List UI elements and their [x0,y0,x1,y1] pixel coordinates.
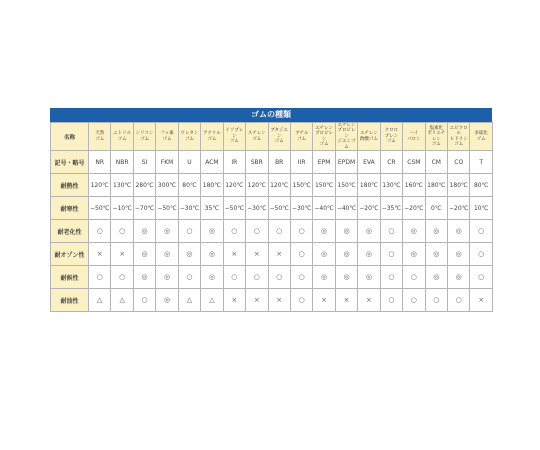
table-cell: CR [380,151,402,174]
row-header: 耐オゾン性 [51,243,89,266]
rating-symbol: ○ [96,227,103,236]
table-cell [448,289,470,312]
table-row [51,266,493,289]
rating-symbol: ◎ [163,227,171,236]
table-cell [313,266,335,289]
table-cell: 300℃ [156,174,178,197]
row-header-name: 名称 [51,123,89,151]
table-cell [246,289,268,312]
row-header: 耐油性 [51,289,89,312]
rubber-name-cell: アクリル ゴム [201,123,223,151]
rubber-name-cell: エチレン 酢酸ゴム [358,123,380,151]
table-cell [335,289,357,312]
table-cell [425,266,447,289]
rating-symbol: ◎ [433,227,440,236]
rating-symbol: ◎ [365,227,373,236]
table-cell [246,243,268,266]
rating-symbol: ○ [231,273,238,282]
rating-symbol: ◎ [433,273,440,282]
rating-symbol: ◎ [208,273,215,282]
rating-symbol: ○ [231,227,238,236]
rating-symbol: ○ [298,250,305,259]
table-cell [201,243,223,266]
rubber-name-cell: 塩素化 ポリエチレン ゴム [425,123,447,151]
table-cell [470,266,492,289]
table-cell: SBR [246,151,268,174]
rubber-name-cell: ニトリル ゴム [111,123,133,151]
rubber-name-cell: エチレン プロピレン ゴム [313,123,335,151]
table-cell: −30℃ [178,197,200,220]
table-row [51,151,493,174]
table-cell: 150℃ [335,174,357,197]
rating-symbol: △ [97,296,103,305]
rating-symbol: ◎ [410,250,417,259]
rating-symbol: ○ [478,250,485,259]
table-cell [133,220,155,243]
table-cell [111,289,133,312]
rating-symbol: × [119,250,126,259]
table-cell: −30℃ [246,197,268,220]
table-row [51,220,493,243]
table-cell [156,243,178,266]
table-cell: 120℃ [268,174,290,197]
table-cell [201,220,223,243]
table-cell [246,266,268,289]
table-row [51,243,493,266]
table-cell: CSM [403,151,425,174]
table-cell [178,243,200,266]
table-cell: −50℃ [223,197,245,220]
table-cell [425,220,447,243]
table-cell: 280℃ [133,174,155,197]
rating-symbol: ◎ [141,227,148,236]
table-cell: FKM [156,151,178,174]
table-cell: 180℃ [448,174,470,197]
table-cell: EVA [358,151,380,174]
rating-symbol: ◎ [410,227,417,236]
table-cell [156,266,178,289]
table-cell [89,266,111,289]
table-cell: −70℃ [133,197,155,220]
rating-symbol: × [276,250,283,259]
rating-symbol: ◎ [163,250,171,259]
rating-symbol: × [96,250,103,259]
rating-symbol: ○ [253,273,260,282]
table-cell: −40℃ [313,197,335,220]
table-cell [178,289,200,312]
table-cell [403,289,425,312]
table-cell [111,220,133,243]
row-header: 記号・略号 [51,151,89,174]
rubber-name-cell: ブチル ゴム [290,123,312,151]
table-cell: 120℃ [246,174,268,197]
table-cell [358,243,380,266]
table-cell: CO [448,151,470,174]
rubber-name-cell: スチレン ゴム [246,123,268,151]
rating-symbol: ◎ [365,250,373,259]
rating-symbol: × [253,250,260,259]
rubber-name-cell: シリコン ゴム [133,123,155,151]
rubber-name-cell: ウレタン ゴム [178,123,200,151]
rating-symbol: ○ [298,273,305,282]
rating-symbol: ○ [388,250,395,259]
table-cell [268,220,290,243]
table-cell [89,220,111,243]
table-cell [358,289,380,312]
table-cell [268,266,290,289]
rating-symbol: × [343,296,350,305]
rubber-name-cell: ハイ パロン [403,123,425,151]
rating-symbol: ◎ [321,250,328,259]
rating-symbol: ◎ [365,273,373,282]
table-cell: 130℃ [380,174,402,197]
table-cell [111,266,133,289]
table-cell [470,220,492,243]
rating-symbol: ◎ [208,227,215,236]
table-cell: 150℃ [290,174,312,197]
rubber-name-cell: エチレン プロピレン ジエンゴム [335,123,357,151]
table-cell [290,266,312,289]
table-cell: −20℃ [448,197,470,220]
rating-symbol: ○ [410,296,417,305]
table-cell: 160℃ [403,174,425,197]
table-cell [201,289,223,312]
rating-symbol: ○ [455,296,462,305]
rating-symbol: △ [186,296,193,305]
rating-symbol: × [366,296,372,305]
table-cell [133,289,155,312]
table-cell [335,243,357,266]
table-cell [268,289,290,312]
table-cell [290,289,312,312]
table-cell [178,266,200,289]
table-cell [156,289,178,312]
table-cell [470,289,492,312]
table-cell: −20℃ [403,197,425,220]
table-cell: 180℃ [425,174,447,197]
table-cell [380,220,402,243]
table-cell [380,289,402,312]
table-cell: 120℃ [89,174,111,197]
rubber-name-cell: ブタジエン ゴム [268,123,290,151]
table-cell [111,243,133,266]
table-cell [313,220,335,243]
table-cell [313,243,335,266]
rating-symbol: ◎ [186,250,193,259]
table-cell: T [470,151,492,174]
rating-symbol: ○ [186,227,193,236]
rating-symbol: ◎ [343,250,350,259]
table-cell [290,220,312,243]
rating-symbol: ○ [388,227,395,236]
rating-symbol: ○ [276,227,283,236]
rating-symbol: ◎ [455,227,462,236]
rubber-name-cell: イソプレン ゴム [223,123,245,151]
table-row [51,289,493,312]
rating-symbol: ◎ [208,250,215,259]
table-cell [425,243,447,266]
rating-symbol: × [253,296,260,305]
table-cell: IIR [290,151,312,174]
table-cell [290,243,312,266]
table-cell: −10℃ [111,197,133,220]
rating-symbol: ○ [388,273,395,282]
table-cell: 80℃ [178,174,200,197]
table-cell [201,266,223,289]
rating-symbol: △ [209,296,215,305]
table-cell [403,220,425,243]
rating-symbol: × [231,250,238,259]
table-cell [133,243,155,266]
rating-symbol: ◎ [455,273,462,282]
table-cell: NBR [111,151,133,174]
table-cell: 35℃ [201,197,223,220]
table-cell [358,220,380,243]
table-cell: 120℃ [223,174,245,197]
rating-symbol: ◎ [163,296,171,305]
table-cell [89,289,111,312]
rating-symbol: ○ [298,296,305,305]
table-cell [470,243,492,266]
table-cell: SI [133,151,155,174]
rating-symbol: × [478,296,485,305]
name-row [51,123,493,151]
rubber-types-table [50,122,493,312]
rating-symbol: ◎ [343,273,350,282]
rubber-name-cell: 多硫化 ゴム [470,123,492,151]
row-header: 耐熱性 [51,174,89,197]
table-cell [268,243,290,266]
rating-symbol: ◎ [163,273,171,282]
rating-symbol: ◎ [141,273,148,282]
table-cell [223,243,245,266]
rubber-name-cell: 天然 ゴム [89,123,111,151]
table-row [51,174,493,197]
rating-symbol: ◎ [321,273,328,282]
table-cell: BR [268,151,290,174]
table-cell [403,266,425,289]
table-title: ゴムの種類 [50,108,492,122]
rating-symbol: ◎ [455,250,462,259]
rubber-types-table-container [50,108,492,312]
rubber-name-cell: エピクロル ヒドリン ゴム [448,123,470,151]
table-cell: 180℃ [358,174,380,197]
table-cell [89,243,111,266]
table-cell [156,220,178,243]
rating-symbol: ○ [119,273,126,282]
rating-symbol: ○ [478,227,485,236]
table-cell [358,266,380,289]
table-cell: EPM [313,151,335,174]
table-cell: −50℃ [268,197,290,220]
table-cell: −50℃ [156,197,178,220]
table-cell: 150℃ [313,174,335,197]
table-cell [133,266,155,289]
table-cell: EPDM [335,151,357,174]
table-cell [313,289,335,312]
table-cell [178,220,200,243]
table-cell [448,220,470,243]
table-cell: 10℃ [470,197,492,220]
rating-symbol: × [276,296,283,305]
table-cell: −50℃ [89,197,111,220]
table-cell: ACM [201,151,223,174]
rating-symbol: ◎ [321,227,328,236]
rating-symbol: ○ [388,296,395,305]
table-cell: 180℃ [201,174,223,197]
rating-symbol: ○ [253,227,260,236]
table-cell: −40℃ [335,197,357,220]
row-header: 耐寒性 [51,197,89,220]
row-header: 耐候性 [51,266,89,289]
rating-symbol: △ [119,296,125,305]
table-cell [403,243,425,266]
rating-symbol: ◎ [343,227,350,236]
rating-symbol: ○ [186,273,193,282]
table-cell: U [178,151,200,174]
rubber-name-cell: フッ素 ゴム [156,123,178,151]
rating-symbol: ○ [410,273,417,282]
rating-symbol: ○ [276,273,283,282]
table-cell: 80℃ [470,174,492,197]
table-cell: 130℃ [111,174,133,197]
table-cell: CM [425,151,447,174]
table-cell [425,289,447,312]
rating-symbol: × [321,296,328,305]
table-cell [335,220,357,243]
table-cell [448,243,470,266]
rating-symbol: ○ [478,273,485,282]
table-cell [335,266,357,289]
table-cell: 0℃ [425,197,447,220]
rating-symbol: ○ [141,296,148,305]
table-cell [223,220,245,243]
table-cell: NR [89,151,111,174]
rating-symbol: ○ [96,273,103,282]
table-row [51,197,493,220]
rubber-name-cell: クロロ プレン ゴム [380,123,402,151]
table-cell: −20℃ [358,197,380,220]
rating-symbol: ◎ [141,250,148,259]
rating-symbol: ◎ [433,250,440,259]
rating-symbol: × [231,296,238,305]
table-cell [223,266,245,289]
table-cell [380,266,402,289]
rating-symbol: ○ [119,227,126,236]
table-cell: −35℃ [380,197,402,220]
rating-symbol: ○ [298,227,305,236]
table-cell [223,289,245,312]
table-cell [380,243,402,266]
table-cell [246,220,268,243]
table-cell: IR [223,151,245,174]
rating-symbol: ○ [433,296,440,305]
row-header: 耐老化性 [51,220,89,243]
table-cell [448,266,470,289]
table-cell: −30℃ [290,197,312,220]
